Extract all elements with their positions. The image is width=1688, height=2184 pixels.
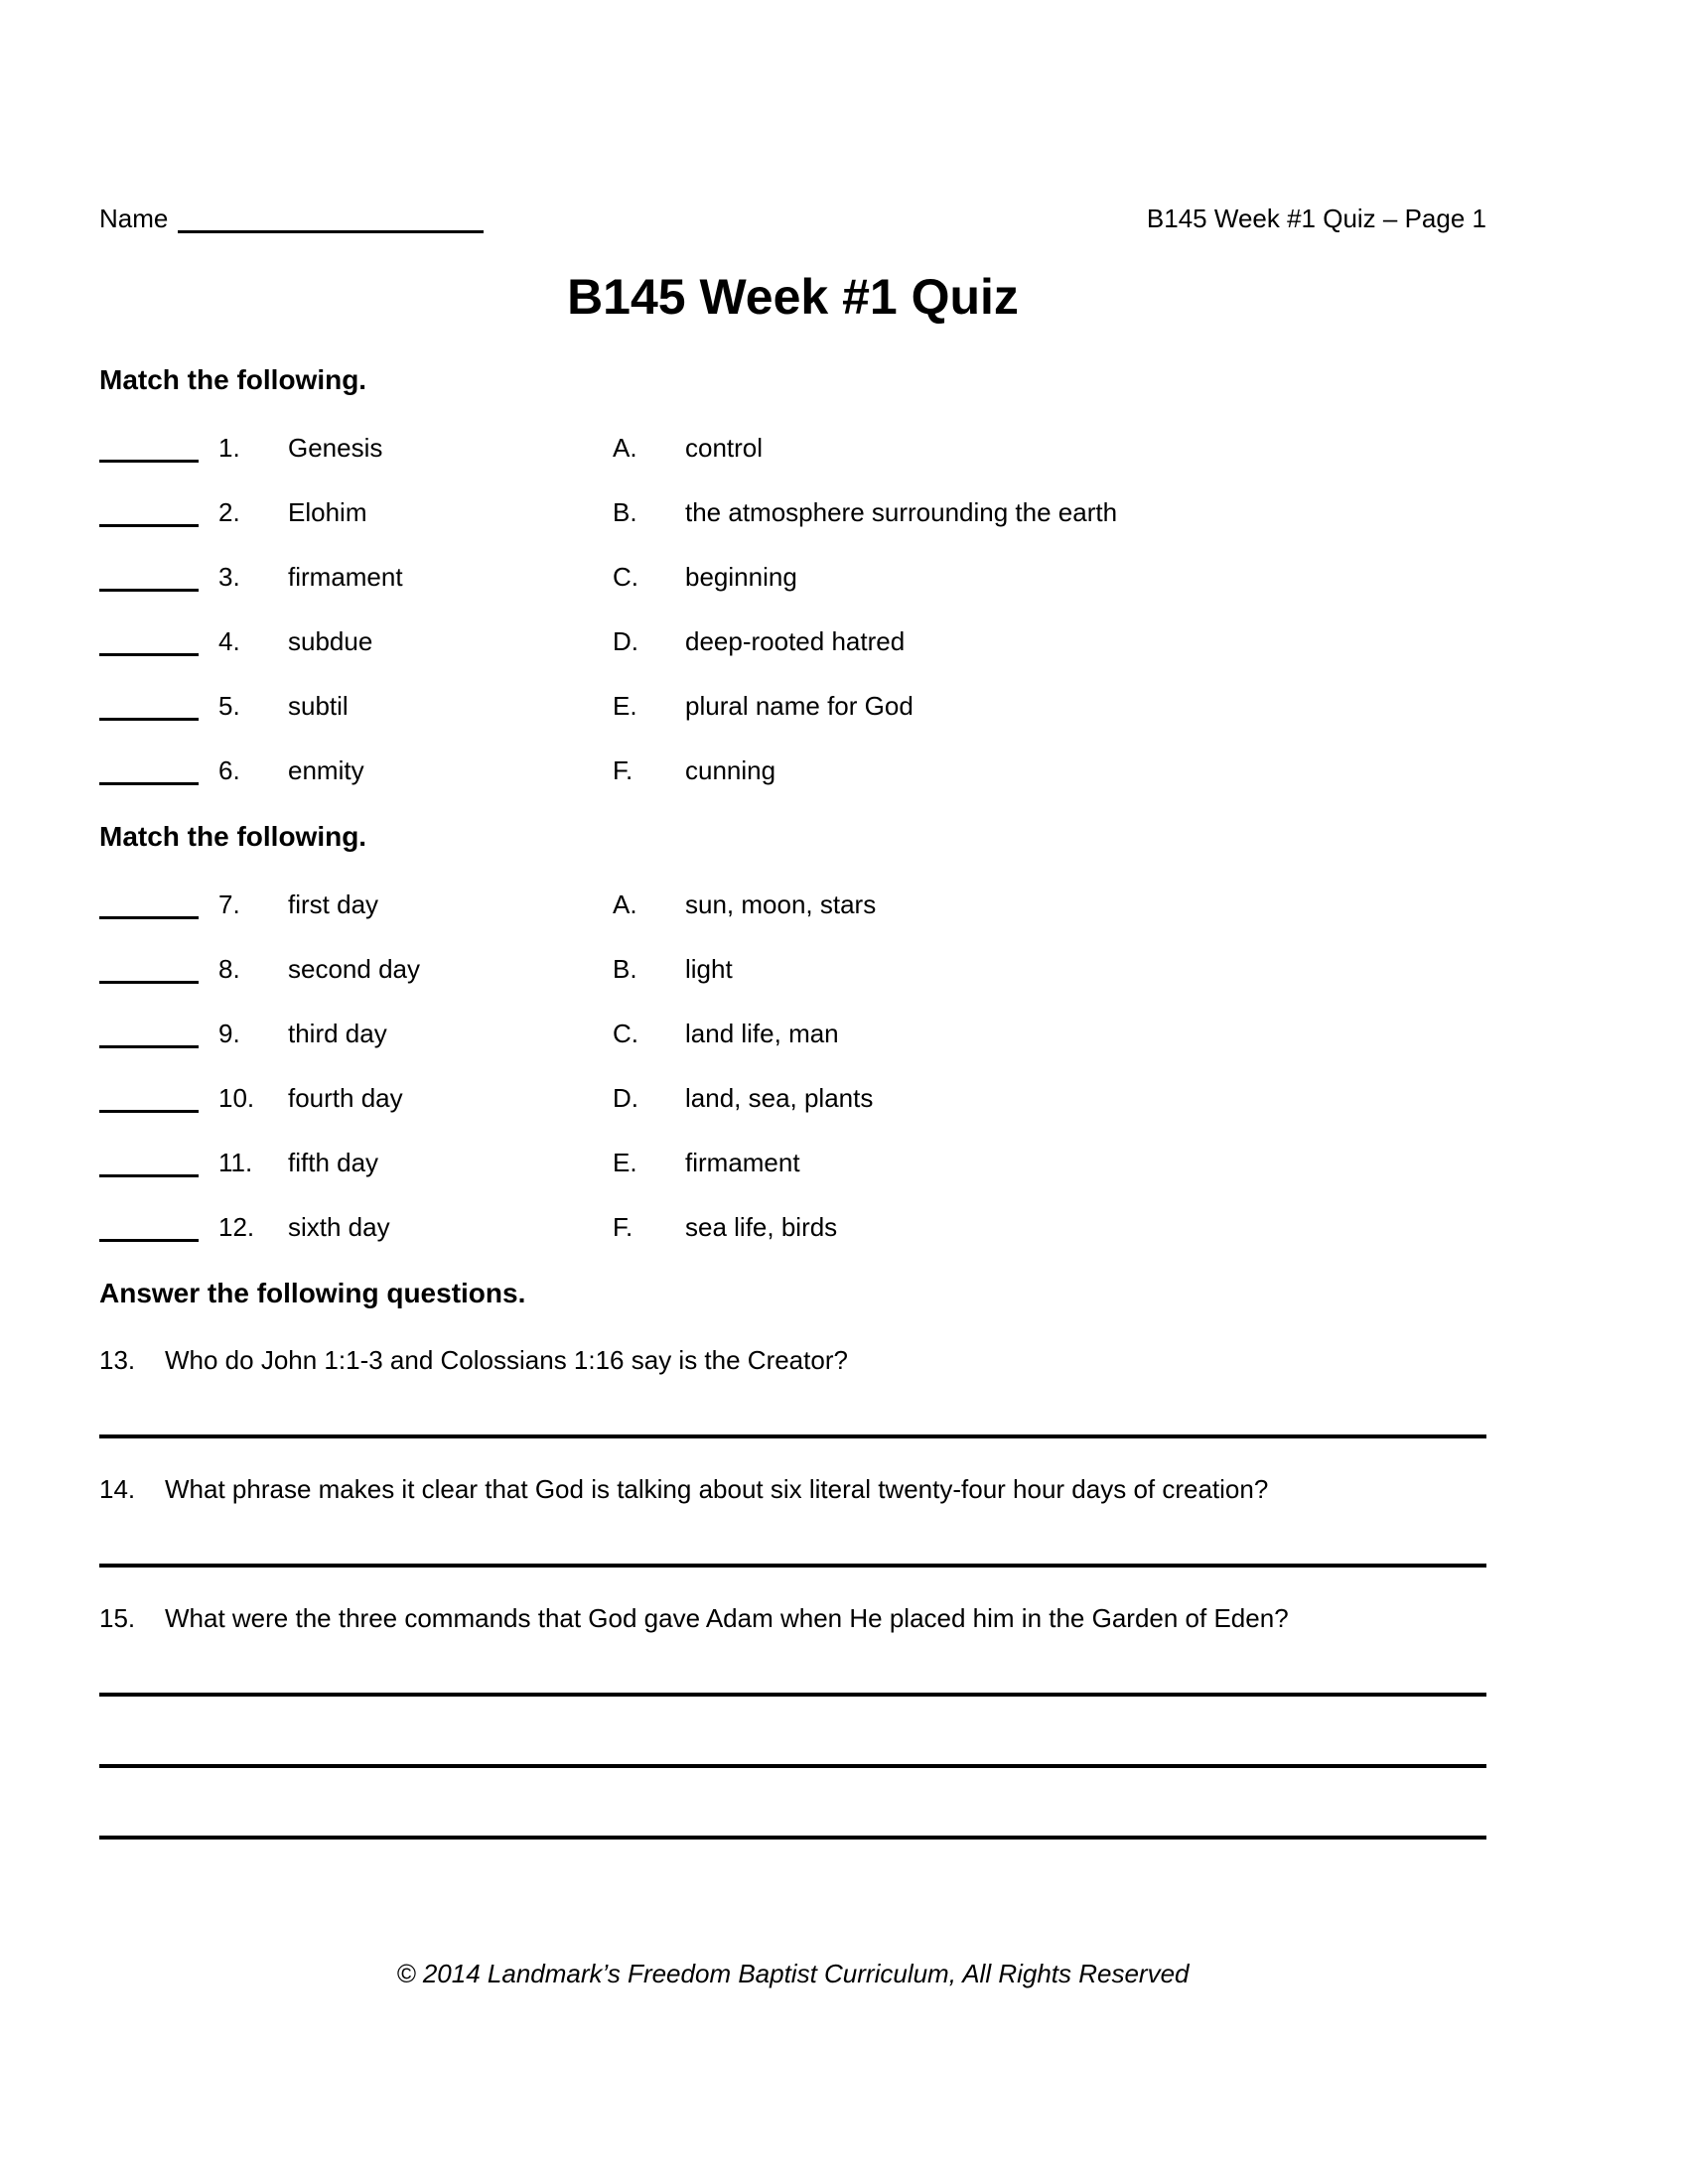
- option-letter: A.: [613, 433, 637, 463]
- question-15: [99, 1603, 1486, 1633]
- item-number: 10.: [218, 1083, 255, 1113]
- item-term: enmity: [288, 755, 364, 785]
- item-number: 1.: [218, 433, 240, 463]
- option-text: cunning: [685, 755, 776, 785]
- match-row: [99, 684, 1486, 721]
- answer-write-line: [99, 1434, 1486, 1438]
- section-heading-match-2: Match the following.: [99, 821, 367, 852]
- item-term: firmament: [288, 562, 403, 592]
- answer-blank-line: [99, 1141, 199, 1177]
- question-14: [99, 1474, 1486, 1504]
- question-text: What were the three commands that God gave Adam when He placed him in the Garden of Eden?: [165, 1603, 1289, 1633]
- item-term: Elohim: [288, 497, 367, 527]
- item-number: 5.: [218, 691, 240, 721]
- option-text: firmament: [685, 1148, 800, 1177]
- page-title: B145 Week #1 Quiz: [567, 269, 1019, 325]
- question-13: [99, 1345, 1486, 1375]
- question-text: Who do John 1:1-3 and Colossians 1:16 say is the Creator?: [165, 1345, 848, 1375]
- item-number: 6.: [218, 755, 240, 785]
- question-number: 14.: [99, 1474, 136, 1504]
- item-term: subtil: [288, 691, 349, 721]
- item-term: second day: [288, 954, 420, 984]
- item-number: 11.: [218, 1148, 253, 1177]
- match-row: [99, 1205, 1486, 1242]
- option-text: control: [685, 433, 764, 463]
- item-number: 2.: [218, 497, 240, 527]
- match-row: [99, 883, 1486, 919]
- item-number: 3.: [218, 562, 240, 592]
- option-letter: C.: [613, 562, 638, 592]
- option-letter: E.: [613, 691, 637, 721]
- item-number: 8.: [218, 954, 240, 984]
- option-text: light: [685, 954, 733, 984]
- option-letter: B.: [613, 954, 637, 984]
- answer-blank-line: [99, 490, 199, 527]
- match-row: [99, 619, 1486, 656]
- answer-blank-line: [99, 1205, 199, 1242]
- item-term: sixth day: [288, 1212, 390, 1242]
- item-number: 7.: [218, 889, 240, 919]
- answer-blank-line: [99, 1012, 199, 1048]
- option-text: land life, man: [685, 1019, 839, 1048]
- option-letter: F.: [613, 1212, 633, 1242]
- item-number: 12.: [218, 1212, 255, 1242]
- item-number: 4.: [218, 626, 240, 656]
- option-text: land, sea, plants: [685, 1083, 874, 1113]
- match-row: [99, 490, 1486, 527]
- footer-copyright: © 2014 Landmark’s Freedom Baptist Curriculum, All Rights Reserved: [396, 1959, 1190, 1988]
- answer-blank-line: [99, 883, 199, 919]
- option-letter: D.: [613, 626, 638, 656]
- item-number: 9.: [218, 1019, 240, 1048]
- option-text: sun, moon, stars: [685, 889, 877, 919]
- name-blank-line: [178, 199, 484, 233]
- answer-blank-line: [99, 947, 199, 984]
- answer-blank-line: [99, 426, 199, 463]
- item-term: first day: [288, 889, 379, 919]
- answer-blank-line: [99, 749, 199, 785]
- section-heading-match-1: Match the following.: [99, 364, 367, 395]
- option-text: beginning: [685, 562, 797, 592]
- match-row: [99, 555, 1486, 592]
- item-term: Genesis: [288, 433, 383, 463]
- option-text: the atmosphere surrounding the earth: [685, 497, 1118, 527]
- answer-blank-line: [99, 555, 199, 592]
- option-letter: F.: [613, 755, 633, 785]
- option-letter: E.: [613, 1148, 637, 1177]
- name-label: Name: [99, 204, 169, 233]
- answer-blank-line: [99, 684, 199, 721]
- option-letter: B.: [613, 497, 637, 527]
- name-field: [99, 199, 484, 233]
- answer-write-line: [99, 1764, 1486, 1768]
- question-number: 13.: [99, 1345, 136, 1375]
- option-letter: A.: [613, 889, 637, 919]
- page-header-right: B145 Week #1 Quiz – Page 1: [1146, 204, 1486, 233]
- item-term: subdue: [288, 626, 373, 656]
- option-text: plural name for God: [685, 691, 914, 721]
- match-row: [99, 947, 1486, 984]
- match-row: [99, 1141, 1486, 1177]
- option-letter: D.: [613, 1083, 638, 1113]
- match-row: [99, 1012, 1486, 1048]
- option-text: deep-rooted hatred: [685, 626, 906, 656]
- match-row: [99, 1076, 1486, 1113]
- question-text: What phrase makes it clear that God is talking about six literal twenty-four hour days of creation?: [165, 1474, 1269, 1504]
- answer-write-line: [99, 1564, 1486, 1568]
- match-row: [99, 426, 1486, 463]
- section-heading-questions: Answer the following questions.: [99, 1278, 526, 1308]
- item-term: fourth day: [288, 1083, 403, 1113]
- answer-write-line: [99, 1693, 1486, 1697]
- answer-write-line: [99, 1836, 1486, 1840]
- option-text: sea life, birds: [685, 1212, 838, 1242]
- item-term: fifth day: [288, 1148, 379, 1177]
- match-row: [99, 749, 1486, 785]
- question-number: 15.: [99, 1603, 136, 1633]
- answer-blank-line: [99, 619, 199, 656]
- option-letter: C.: [613, 1019, 638, 1048]
- answer-blank-line: [99, 1076, 199, 1113]
- item-term: third day: [288, 1019, 387, 1048]
- page-header: [99, 199, 1486, 233]
